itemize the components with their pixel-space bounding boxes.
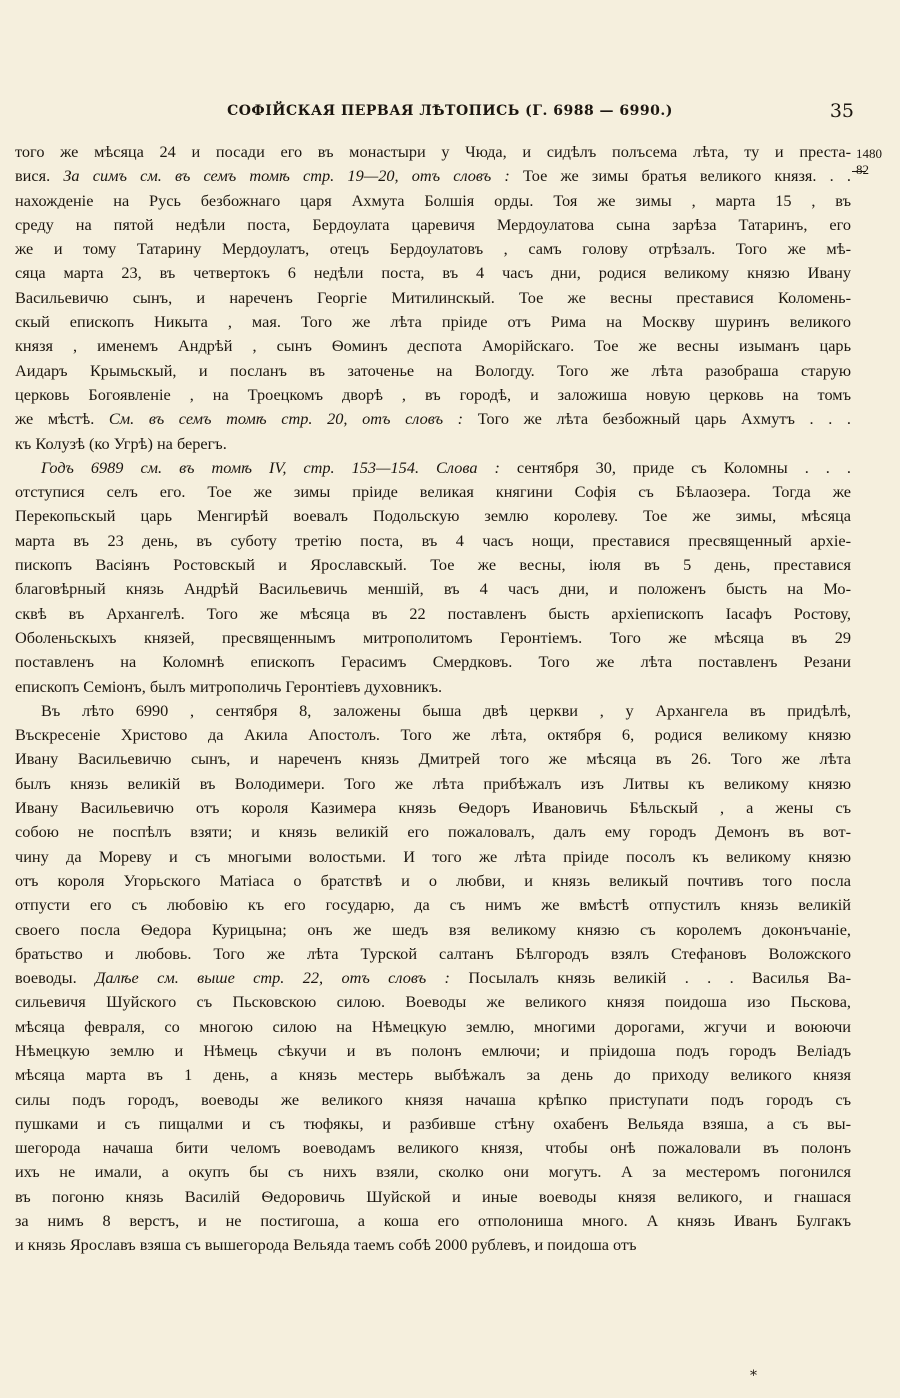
chronicle-text — [15, 140, 851, 1258]
text-line — [15, 845, 851, 869]
text-segment: въ погоню князь Василій Ѳедоровичь Шуйской и иные воеводы князя великого, и гнашася — [15, 1186, 851, 1206]
text-line — [15, 893, 851, 917]
footnote-mark: * — [750, 1368, 757, 1384]
text-line — [15, 675, 851, 699]
text-line — [15, 626, 851, 650]
text-segment: Ивану Васильевичю отъ короля Казимера князь Ѳедоръ Ивановичь Бѣльскый , а жены съ — [15, 798, 851, 818]
margin-year-top: 1480 — [856, 146, 882, 161]
text-line — [15, 796, 851, 820]
text-segment: силы подъ городъ, воеводы же великого князя начаша крѣпко приступати подъ городъ съ — [15, 1089, 851, 1109]
text-line — [15, 602, 851, 626]
text-segment: скый епископъ Никыта , мая. Того же лѣта пріиде отъ Рима на Москву шуринъ великого — [15, 312, 851, 332]
text-line — [15, 1015, 851, 1039]
text-line — [15, 1088, 851, 1112]
page-number: 35 — [829, 100, 854, 122]
page-header — [0, 100, 900, 127]
text-line — [15, 990, 851, 1014]
text-segment: пископъ Васіянъ Ростовскый и Ярославскый. Тое же весны, іюля въ 5 день, преставися — [15, 555, 851, 575]
text-segment: воеводы. — [15, 968, 96, 988]
text-segment: отпусти его съ любовію къ его государю, да съ нимъ же вмѣстѣ отпустилъ князь великій — [15, 895, 851, 915]
text-line — [15, 140, 851, 164]
text-line — [15, 1112, 851, 1136]
text-line — [15, 772, 851, 796]
text-segment: ихъ не имали, а окупъ бы съ нихъ взяли, сколко они могутъ. А за местеромъ погонился — [15, 1162, 851, 1182]
text-line — [15, 699, 851, 723]
text-line — [15, 1209, 851, 1233]
text-segment: Тое же зимы братья великого князя. . . — [509, 166, 851, 186]
text-line — [15, 504, 851, 528]
text-line — [15, 213, 851, 237]
text-segment: мѣсяца марта въ 1 день, а князь местерь выбѣжалъ за день до приходу великого князя — [15, 1065, 851, 1085]
text-segment: церковь Богоявленіе , на Троецкомъ дворѣ , въ городѣ, и заложиша новую церковь на томъ — [15, 384, 851, 404]
text-segment: среду на пятой недѣли поста, Бердоулата царевичя Мердоулатова сына зарѣза Татаринъ, его — [15, 214, 851, 234]
text-line — [15, 1063, 851, 1087]
text-segment: собою не поспѣлъ взяти; и князь великій его пожаловалъ, далъ ему городъ Демонъ въ вот- — [15, 822, 851, 842]
text-line — [15, 1233, 851, 1257]
cross-reference: Далѣе см. выше стр. 22, отъ словъ : — [95, 968, 450, 988]
text-line — [15, 237, 851, 261]
text-line — [15, 966, 851, 990]
text-line — [15, 310, 851, 334]
text-segment: отъ короля Угорьского Матіаса о братствѣ и о любви, и князь великый почтивъ того посла — [15, 870, 851, 890]
cross-reference: За симъ см. въ семъ томѣ стр. 19—20, отъ словъ : — [63, 166, 510, 186]
text-line — [15, 189, 851, 213]
text-segment: епископъ Семіонъ, былъ митрополичь Геронтіевъ духовникъ. — [15, 676, 443, 696]
text-line — [15, 407, 851, 431]
text-segment: же мѣстѣ. — [15, 409, 109, 429]
text-segment: нахожденіе на Русь безбожнаго царя Ахмута Болшія орды. Тоя же зимы , марта 15 , въ — [15, 190, 851, 210]
text-line — [15, 1039, 851, 1063]
text-segment: благовѣрный князь Андрѣй Васильевичь меншій, въ 4 часъ дни, и положенъ бысть на Мо- — [15, 579, 851, 599]
text-line — [15, 723, 851, 747]
text-segment: сквѣ въ Архангелѣ. Того же мѣсяца въ 22 поставленъ бысть архіепископъ Іасафъ Ростову, — [15, 603, 851, 623]
text-segment: Въскресеніе Христово да Акила Апостолъ. Того же лѣта, октября 6, родися великому князю — [15, 725, 851, 745]
text-segment: Васильевичю сынъ, и нареченъ Георгіе Митилинскый. Тое же весны преставися Коломень- — [15, 287, 851, 307]
text-segment: князя , именемъ Андрѣй , сынъ Ѳоминъ деспота Аморійскаго. Тое же весны изыманъ царь — [15, 336, 851, 356]
text-segment: Того же лѣта безбожный царь Ахмутъ . . . — [463, 409, 851, 429]
text-line — [15, 747, 851, 771]
text-segment: сильевичя Шуйского съ Пьсковскою силою. Воеводы же великого князя поидоша изо Пьскова, — [15, 992, 851, 1012]
text-segment: мѣсяца февраля, со многою силою на Нѣмецкую землю, многими дорогами, жгучи и воюючи — [15, 1016, 851, 1036]
text-segment: и князь Ярославъ взяша съ вышегорода Вельяда таемъ собѣ 2000 рублевъ, и поидоша отъ — [15, 1235, 637, 1255]
cross-reference: Годъ 6989 см. въ томѣ IV, стр. 153—154. Слова : — [41, 457, 500, 477]
text-segment: Нѣмецкую землю и Нѣмець сѣкучи и въ полонъ емлючи; и пріидоша подъ городъ Веліадъ — [15, 1040, 851, 1060]
text-line — [15, 480, 851, 504]
text-line — [15, 918, 851, 942]
text-segment: марта въ 23 день, въ суботу третію поста, въ 4 часъ нощи, преставися пресвященный архіе- — [15, 530, 851, 550]
text-line — [15, 456, 851, 480]
text-line — [15, 650, 851, 674]
text-segment: къ Колузѣ (ко Угрѣ) на берегъ. — [15, 433, 227, 453]
text-segment: Перекопьскый царь Менгирѣй воевалъ Подольскую землю королеву. Тое же зимы, мѣсяца — [15, 506, 851, 526]
text-line — [15, 553, 851, 577]
text-line — [15, 359, 851, 383]
text-segment: своего посла Ѳедора Курицына; онъ же шедъ взя великому князю съ королемъ доконъчаніе, — [15, 919, 851, 939]
text-line — [15, 1160, 851, 1184]
text-line — [15, 1185, 851, 1209]
text-segment: сентября 30, приде съ Коломны . . . — [499, 457, 851, 477]
text-line — [15, 529, 851, 553]
text-segment: Аидаръ Крымьскый, и посланъ въ заточенье на Вологду. Того же лѣта разобраша старую — [15, 360, 851, 380]
text-line — [15, 383, 851, 407]
text-segment: за нимъ 8 верстъ, и не постигоша, а коша его отполониша много. А князь Иванъ Булгакъ — [15, 1211, 851, 1231]
cross-reference: См. въ семъ томѣ стр. 20, отъ словъ : — [108, 409, 464, 429]
text-line — [15, 334, 851, 358]
text-segment: того же мѣсяца 24 и посади его въ монастыри у Чюда, и сидѣлъ полъсема лѣта, ту и преста- — [15, 142, 851, 161]
text-segment: Посылалъ князь великій . . . Василья Ва- — [449, 968, 851, 988]
text-line — [15, 164, 851, 188]
text-line — [15, 577, 851, 601]
text-line — [15, 286, 851, 310]
text-line — [15, 1136, 851, 1160]
text-segment: вися. — [15, 166, 64, 186]
text-line — [15, 820, 851, 844]
text-line — [15, 261, 851, 285]
text-segment: поставленъ на Коломнѣ епископъ Герасимъ Смердковъ. Того же лѣта поставленъ Резани — [15, 652, 851, 672]
text-segment: Въ лѣто 6990 , сентября 8, заложены быша двѣ церкви , у Архангела въ придѣлѣ, — [41, 700, 851, 720]
text-line — [15, 942, 851, 966]
margin-year-bottom: 82 — [856, 162, 869, 177]
text-segment: пушками и съ пищалми и съ тюфякы, и разбивше стѣну охабенъ Вельяда взяша, а съ вы- — [15, 1113, 851, 1133]
text-segment: Оболеньскыхъ князей, пресвященнымъ митрополитомъ Геронтіемъ. Того же мѣсяца въ 29 — [15, 627, 851, 647]
text-segment: чину да Мореву и съ многыми волостьми. И того же лѣта пріиде посолъ къ великому князю — [15, 846, 851, 866]
text-line — [15, 869, 851, 893]
running-title: СОФІЙСКАЯ ПЕРВАЯ ЛѢТОПИСЬ (Г. 6988 — 6990.) — [227, 103, 673, 119]
text-segment: былъ князь великій въ Володимери. Того же лѣта прибѣжалъ изъ Литвы къ великому князю — [15, 773, 851, 793]
text-segment: братьство и любовь. Того же лѣта Турской салтанъ Бѣлгородъ взялъ Стефановъ Воложского — [15, 943, 851, 963]
text-segment: шегорода начаша бити челомъ воеводамъ великого князя, чтобы онѣ пожаловали въ полонъ — [15, 1138, 851, 1158]
text-line — [15, 432, 851, 456]
text-segment: отступися селъ его. Тое же зимы пріиде великая княгини Софія съ Бѣлаозера. Тогда же — [15, 482, 851, 502]
text-segment: сяца марта 23, въ четвертокъ 6 недѣли поста, въ 4 часъ дни, родися великому князю Ивану — [15, 263, 851, 283]
text-segment: же и тому Татарину Мердоулатъ, отецъ Бердоулатовъ , самъ голову отрѣзалъ. Того же мѣ- — [15, 239, 851, 259]
text-segment: Ивану Васильевичю сынъ, и нареченъ князь Дмитрей того же мѣсяца въ 26. Того же лѣта — [15, 749, 851, 769]
